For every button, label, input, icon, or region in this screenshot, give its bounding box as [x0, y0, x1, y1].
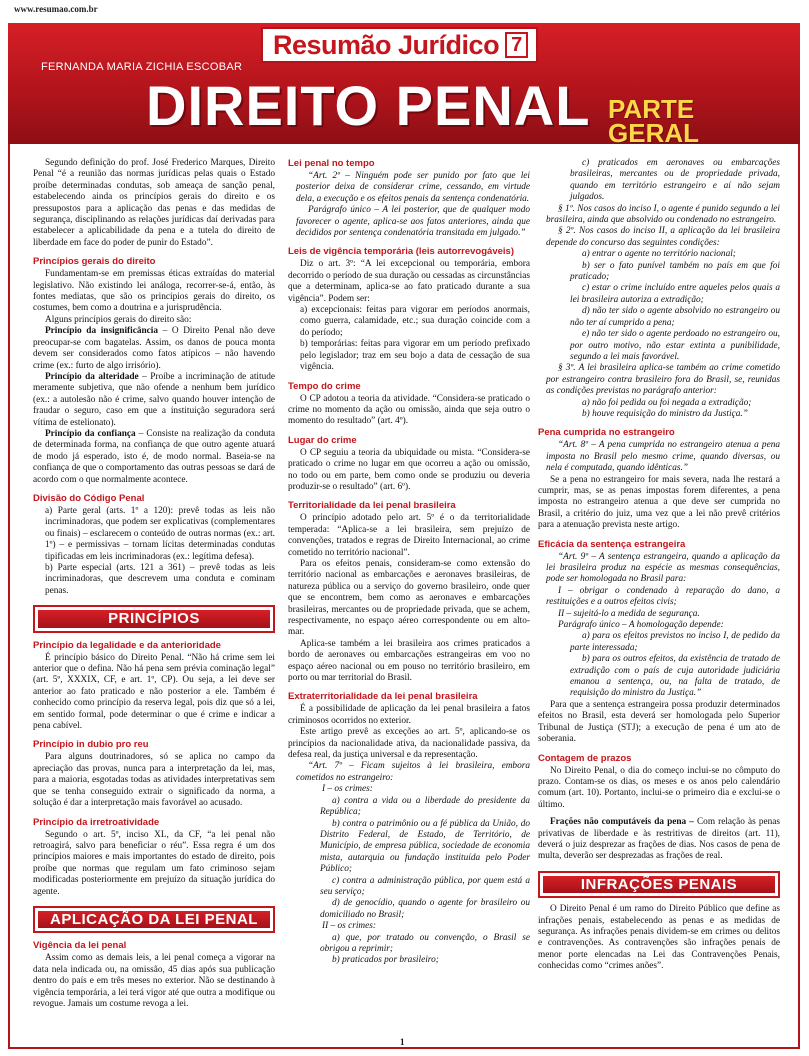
law-quote: II – sujeitá-lo a medida de segurança.	[558, 608, 700, 619]
law-quote: Parágrafo único – A lei posterior, que de qualquer modo favorecer o agente, aplica-se aos fatos anteriores, ainda que decididos por sentença condenatória transitada em julgado.”	[296, 205, 530, 239]
law-item: I – os crimes:	[322, 784, 373, 795]
law-item: a) entrar o agente no território nacional;	[582, 249, 736, 260]
section-heading: Princípio da legalidade e da anterioridade	[33, 639, 221, 651]
column-2	[288, 158, 530, 967]
section-heading: Tempo do crime	[288, 380, 361, 392]
banner-label: PRINCÍPIOS	[38, 610, 270, 627]
term-label: Princípio da alteridade	[45, 371, 139, 382]
law-item: a) para os efeitos previstos no inciso I, de pedido da parte interessada;	[570, 631, 780, 653]
paragraph: Alguns princípios gerais do direito são:	[45, 314, 192, 325]
paragraph: No Direito Penal, o dia do começo inclui-se no cômputo do prazo. Contam-se os dias, os meses e os anos pelo calendário comum (art. 10). Portanto, inclui-se o primeiro dia e exclui-se o último.	[538, 765, 780, 810]
law-quote: “Art. 7º – Ficam sujeitos à lei brasileira, embora cometidos no estrangeiro:	[296, 761, 530, 783]
paragraph: O CP seguiu a teoria da ubiquidade ou mista. “Considera-se praticado o crime no lugar em que ocorreu a ação ou omissão, no todo ou em parte, bem como onde se produziu ou deveria produzir-se o resultado” (art. 6º).	[288, 447, 530, 492]
law-quote: § 3º. A lei brasileira aplica-se também ao crime cometido por estrangeiro contra brasileiro fora do Brasil, se, reunidas as condições previstas no parágrafo anterior:	[546, 363, 780, 397]
section-heading: Princípio da irretroatividade	[33, 816, 160, 828]
law-quote: “Art. 9º – A sentença estrangeira, quando a aplicação da lei brasileira produz na espécie as mesmas consequências, pode ser homologada no Brasil para:	[546, 551, 780, 585]
paragraph: Aplica-se também a lei brasileira aos crimes praticados a bordo de aeronaves ou embarcações estrangeiras em voo no espaço aéreo nacional ou em pouso no território brasileiro, em porto ou mar territorial do Brasil.	[288, 638, 530, 684]
section-heading: Territorialidade da lei penal brasileira	[288, 500, 456, 512]
section-heading: Pena cumprida no estrangeiro	[538, 427, 675, 439]
law-item: b) ser o fato punível também no país em que foi praticado;	[570, 260, 780, 283]
law-quote: § 2º. Nos casos do inciso II, a aplicação da lei brasileira depende do concurso das seguintes condições:	[546, 226, 780, 248]
paragraph: O princípio adotado pelo art. 5º é o da territorialidade temperada: “Aplica-se a lei brasileira, sem prejuízo de convenções, tratados e regras de Direito Internacional, ao crime cometido no território nacional”.	[288, 513, 530, 558]
page-subtitle: PARTE GERAL	[608, 94, 699, 148]
list-item: b) temporárias: feitas para vigorar em um período prefixado pelo legislador; traz em seu bojo a data de cessação de sua vigência.	[300, 339, 530, 373]
paragraph: Para os efeitos penais, consideram-se como extensão do território nacional as embarcações e aeronaves brasileiras, de natureza pública ou a serviço do governo brasileiro, onde quer que se encontrem, bem como as aeronaves e embarcações brasileiras, mercantes ou de propriedade privada, que se achem, respectivamente, no espaço aéreo correspondente ou em alto-mar.	[288, 558, 530, 638]
header-banner	[8, 23, 800, 148]
law-item: b) contra o patrimônio ou a fé pública da União, do Distrito Federal, de Estado, de Território, de Município, de empresa pública, sociedade de economia mista, autarquia ou fundação instituída pelo Poder Público;	[320, 818, 530, 875]
law-item: c) praticados em aeronaves ou embarcações brasileiras, mercantes ou de propriedade privada, quando em território estrangeiro e aí não sejam julgados.	[570, 158, 780, 203]
banner-label: INFRAÇÕES PENAIS	[543, 876, 775, 893]
brand-name: Resumão Jurídico	[273, 29, 500, 60]
law-item: a) contra a vida ou a liberdade do presidente da República;	[320, 795, 530, 818]
paragraph: Para que a sentença estrangeira possa produzir determinados efeitos no Brasil, esta deverá ser homologada pelo Superior Tribunal de Justiça (STJ); a execução de pena é um ato de soberania.	[538, 699, 780, 745]
author-name: FERNANDA MARIA ZICHIA ESCOBAR	[41, 61, 243, 73]
paragraph: Fundamentam-se em premissas éticas extraídas do material legislativo. Não existindo lei análoga, recorrer-se-á, então, às fontes mediatas, que são os princípios gerais do direito, os costumes, bem como a doutrina e a jurisprudência.	[33, 269, 275, 314]
section-banner	[33, 605, 275, 632]
law-item: II – os crimes:	[322, 921, 376, 932]
law-item: d) de genocídio, quando o agente for brasileiro ou domiciliado no Brasil;	[320, 898, 530, 920]
paragraph	[33, 326, 275, 372]
paragraph	[33, 429, 275, 486]
paragraph: O Direito Penal é um ramo do Direito Público que define as infrações penais, estabelecendo as penas e as medidas de segurança. As infrações penais dividem-se em crimes ou delitos e contravenções. As contravenções são infrações penais de menor porte elencadas na Lei das Contravenções Penais, conhecidas como “crimes anões”.	[538, 904, 780, 972]
section-heading: Contagem de prazos	[538, 752, 632, 764]
term-label: Princípio da confiança	[45, 428, 136, 439]
list-item: b) Parte especial (arts. 121 a 361) – prevê todas as leis incriminadoras, que descrevem uma conduta e cominam penas.	[45, 563, 275, 596]
list-item: a) excepcionais: feitas para vigorar em períodos anormais, como guerra, calamidade, etc.; sua duração coincide com a do período;	[300, 305, 530, 338]
section-heading: Princípios gerais do direito	[33, 256, 156, 268]
term-label: Frações não computáveis da pena –	[550, 817, 694, 828]
section-banner	[33, 906, 275, 933]
term-text: Com relação às penas privativas de liberdade e às restritivas de direitos (art. 11), deverá o juiz desprezar as frações de dias. Nos casos de pena de multa, deverão ser desprezadas as frações de real.	[538, 817, 780, 862]
paragraph: Se a pena no estrangeiro for mais severa, nada lhe restará a cumprir, mas, se as penas impostas forem diferentes, a pena imposta no estrangeiro atenua a que deve ser cumprida no Brasil, a critério do juiz, uma vez que a lei não prevê critérios para a atenuação prevista neste artigo.	[538, 474, 780, 531]
paragraph: Este artigo prevê as exceções ao art. 5º, aplicando-se os princípios da nacionalidade ativa, da nacionalidade passiva, da defesa real, da justiça universal e da representação.	[288, 727, 530, 761]
term-text: – Consiste na realização da conduta de determinada forma, na confiança de que outro agente atuará de modo já esperado, isto é, de modo normal. Baseia-se na confiança de que o comportamento das outras pessoas se dará de acordo com o que normalmente acontece.	[33, 428, 275, 485]
issue-number: 7	[505, 32, 528, 58]
law-item: d) não ter sido o agente absolvido no estrangeiro ou não ter aí cumprido a pena;	[570, 306, 780, 328]
term-text: – O Direito Penal não deve preocupar-se com bagatelas. Assim, os danos de pouca monta devem ser considerados como fatos atípicos – não havendo crime (ex.: furto de algo irrisório).	[33, 326, 275, 371]
law-quote: Parágrafo único – A homologação depende:	[558, 620, 724, 631]
paragraph: Para alguns doutrinadores, só se aplica no campo da apreciação das provas, nunca para a interpretação da lei, mas, para a maioria, esgotadas todas as atividades interpretativas sem que se tenha conseguido extrair o significado da norma, a solução é dar a interpretação mais favorável ao acusado.	[33, 752, 275, 809]
section-heading: Divisão do Código Penal	[33, 492, 145, 504]
law-quote: “Art. 8º – A pena cumprida no estrangeiro atenua a pena imposta no Brasil pelo mesmo crime, quando diversas, ou nela é computada, quando idênticas.”	[546, 440, 780, 474]
section-heading: Lei penal no tempo	[288, 158, 375, 169]
paragraph: Assim como as demais leis, a lei penal começa a vigorar na data nela indicada ou, na omissão, 45 dias após sua publicação dentro do país e em três meses no exterior. Não se destinando à vigência temporária, a lei terá vigor até que outra a modifique ou revogue. Jamais um costume revoga a lei.	[33, 953, 275, 1009]
term-text: – Proíbe a incriminação de atitude meramente subjetiva, que não ofende a nenhum bem jurídico (ex.: a autolesão não é crime, salvo quando houver intenção de fraudar o seguro, caso em que a instituição seguradora será vítima de estelionato).	[33, 371, 276, 428]
law-quote: § 1º. Nos casos do inciso I, o agente é punido segundo a lei brasileira, ainda que absolvido ou condenado no estrangeiro.	[546, 203, 780, 226]
page-title: DIREITO PENAL	[146, 74, 591, 137]
law-item: a) não foi pedida ou foi negada a extradição;	[582, 397, 752, 408]
law-item: b) para os outros efeitos, da existência de tratado de extradição com o país de cuja autoridade judiciária emanou a sentença, ou, na falta de tratado, de requisição do ministro da Justiça.”	[570, 654, 780, 699]
law-quote: “Art. 2º – Ninguém pode ser punido por fato que lei posterior deixa de considerar crime, cessando, em virtude dela, a execução e os efeitos penais da sentença condenatória.	[296, 171, 530, 204]
paragraph	[33, 372, 275, 429]
list-item: a) Parte geral (arts. 1º a 120): prevê todas as leis não incriminadoras, que podem ser explicativas (complementares ou finais) – esclarecem o conteúdo de outras normas (ex.: art. 1º) – e permissivas – tornam lícitas determinadas condutas tipificadas em leis incriminadoras (ex.: legítima defesa).	[45, 505, 275, 562]
law-quote: I – obrigar o condenado à reparação do dano, a restituições e a outros efeitos civis;	[546, 585, 780, 608]
section-heading: Extraterritorialidade da lei penal brasileira	[288, 691, 478, 703]
brand-logo	[261, 27, 538, 63]
section-heading: Vigência da lei penal	[33, 940, 127, 952]
section-banner	[538, 871, 780, 898]
paragraph	[538, 817, 780, 863]
term-label: Princípio da insignificância	[45, 326, 159, 337]
column-3	[538, 158, 780, 973]
paragraph: O CP adotou a teoria da atividade. “Considera-se praticado o crime no momento da ação ou omissão, ainda que seja outro o momento do resultado” (art. 4º).	[288, 393, 530, 427]
law-item: c) estar o crime incluído entre aqueles pelos quais a lei brasileira autoriza a extradição;	[570, 283, 780, 305]
paragraph: Segundo o art. 5º, inciso XL, da CF, “a lei penal não retroagirá, salvo para beneficiar o réu”. Essa regra é um dos princípios maiores e mais importantes do estado de direito, pois proíbe que normas que regulam um fato criminoso sejam modificadas posteriormente em prejuízo da situação jurídica do agente.	[33, 829, 275, 897]
law-item: c) contra a administração pública, por quem está a seu serviço;	[320, 875, 530, 897]
section-heading: Princípio in dubio pro reu	[33, 739, 149, 751]
law-item: a) que, por tratado ou convenção, o Brasil se obrigou a reprimir;	[320, 932, 530, 954]
page-number: 1	[400, 1037, 405, 1047]
paragraph: É a possibilidade de aplicação da lei penal brasileira a fatos criminosos ocorridos no exterior.	[288, 704, 530, 726]
section-heading: Leis de vigência temporária (leis autorrevogáveis)	[288, 246, 514, 258]
law-item: b) houve requisição do ministro da Justiça.”	[582, 408, 748, 419]
section-heading: Eficácia da sentença estrangeira	[538, 538, 686, 550]
law-item: e) não ter sido o agente perdoado no estrangeiro ou, por outro motivo, não estar extinta a punibilidade, segundo a lei mais favorável.	[570, 329, 780, 362]
section-heading: Lugar do crime	[288, 434, 357, 446]
law-item: b) praticados por brasileiro;	[332, 955, 439, 966]
column-1	[33, 158, 275, 1010]
intro-paragraph: Segundo definição do prof. José Frederico Marques, Direito Penal “é a reunião das normas jurídicas pelas quais o Estado proíbe determinadas condutas, sob ameaça de sanção penal, estabelecendo ainda os princípios gerais do direito e os pressupostos para a aplicação das penas e das medidas de segurança, disciplinando as relações jurídicas daí derivadas para estabelecer a aplicabilidade da pena e a tutela do direito de liberdade em face do poder de punir do Estado”.	[33, 158, 275, 248]
site-url[interactable]: www.resumao.com.br	[14, 4, 98, 14]
paragraph: Diz o art. 3º: “A lei excepcional ou temporária, embora decorrido o período de sua duração ou cessadas as circunstâncias que a determinam, aplica-se ao fato praticado durante a sua vigência”. Podem ser:	[288, 259, 530, 304]
banner-label: APLICAÇÃO DA LEI PENAL	[38, 911, 270, 928]
paragraph: É princípio básico do Direito Penal. “Não há crime sem lei anterior que o defina. Não há pena sem prévia cominação legal” (art. 5º, XXXIX, CF, e art. 1º, CP). Ou seja, a lei deve ser anterior ao fato praticado e não posterior a ele. Também é conhecido como princípio da reserva legal, pois diz que só a lei, em sentido formal, pode determinar o que é crime e indicar a pena cabível.	[33, 652, 275, 732]
